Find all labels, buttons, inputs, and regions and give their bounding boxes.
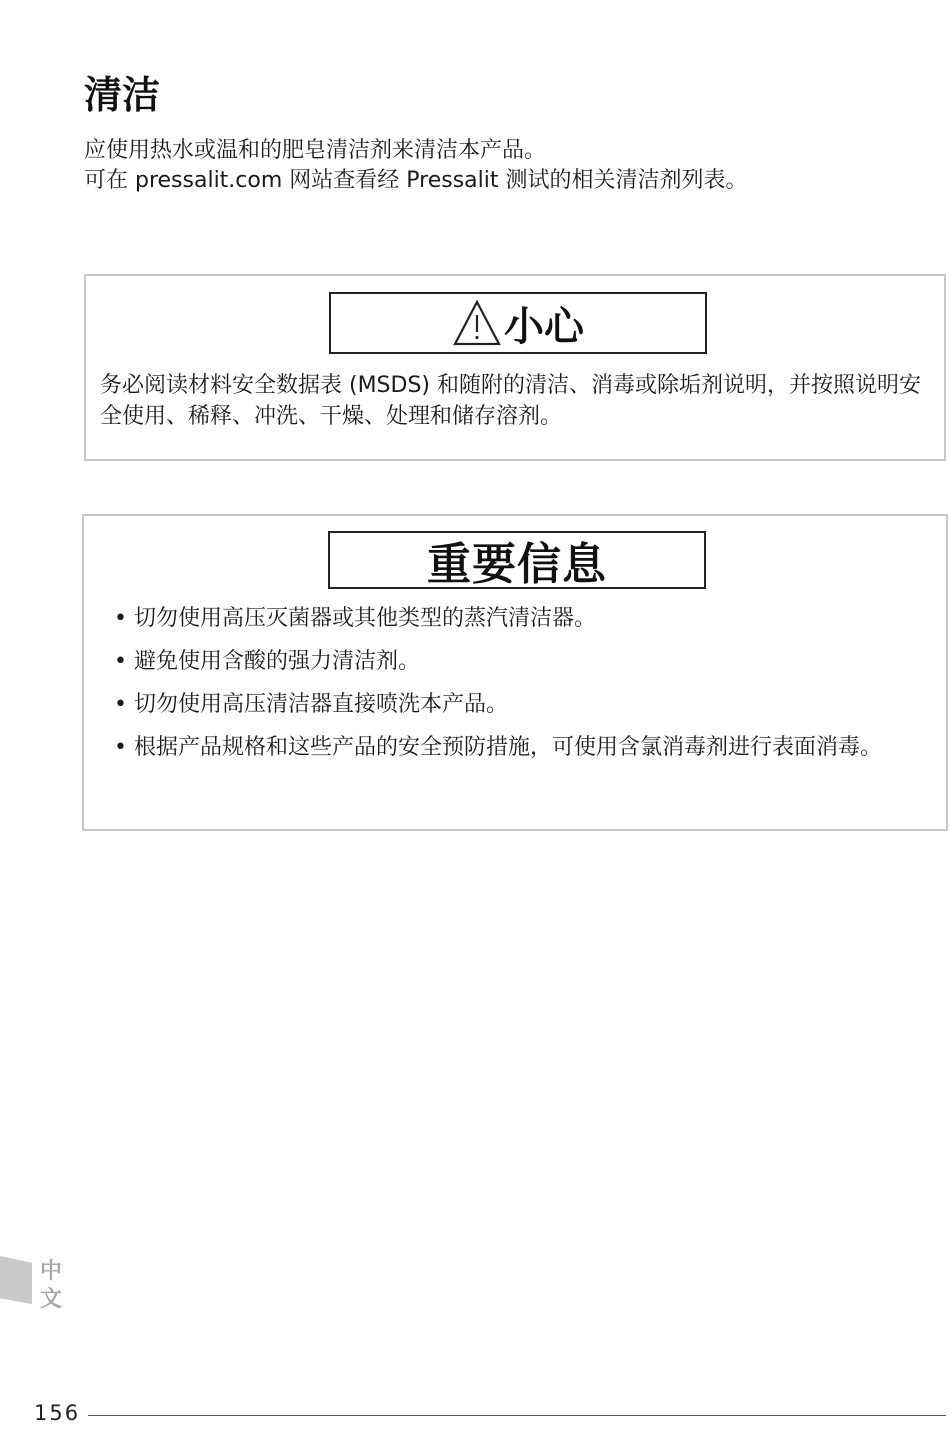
list-item xyxy=(110,647,930,676)
caution-text: 务必阅读材料安全数据表 (MSDS) 和随附的清洁、消毒或除垢剂说明，并按照说明安全使用、稀释、冲洗、干燥、处理和储存溶剂。 xyxy=(100,373,922,429)
list-item xyxy=(110,690,930,719)
language-tab-char: 文 xyxy=(39,1287,62,1312)
list-item xyxy=(110,733,930,762)
intro-paragraph xyxy=(84,136,924,196)
list-item-text: 根据产品规格和这些产品的安全预防措施，可使用含氯消毒剂进行表面消毒。 xyxy=(134,735,883,760)
language-tab-marker xyxy=(0,1256,32,1304)
important-heading: 重要信息 xyxy=(328,531,706,589)
important-list xyxy=(110,604,930,776)
intro-line: 应使用热水或温和的肥皂清洁剂来清洁本产品。 xyxy=(84,138,547,163)
intro-line: 可在 pressalit.com 网站查看经 Pressalit 测试的相关清洁剂列表。 xyxy=(84,168,748,193)
page-number: 156 xyxy=(34,1401,81,1425)
language-tab-label xyxy=(38,1258,64,1314)
footer-divider xyxy=(88,1415,946,1416)
caution-heading-text: 小心 xyxy=(504,303,584,350)
bullet: • xyxy=(114,735,127,760)
language-tab-char: 中 xyxy=(39,1259,62,1284)
caution-box xyxy=(84,274,946,461)
caution-heading xyxy=(329,292,707,354)
list-item-text: 避免使用含酸的强力清洁剂。 xyxy=(134,649,421,674)
warning-triangle-icon xyxy=(452,299,502,347)
bullet: • xyxy=(114,649,127,674)
bullet: • xyxy=(114,606,127,631)
list-item-text: 切勿使用高压灭菌器或其他类型的蒸汽清洁器。 xyxy=(134,606,597,631)
bullet: • xyxy=(114,692,127,717)
important-info-box xyxy=(82,514,948,831)
page-title: 清洁 xyxy=(84,73,161,117)
list-item xyxy=(110,604,930,633)
list-item-text: 切勿使用高压清洁器直接喷洗本产品。 xyxy=(134,692,509,717)
